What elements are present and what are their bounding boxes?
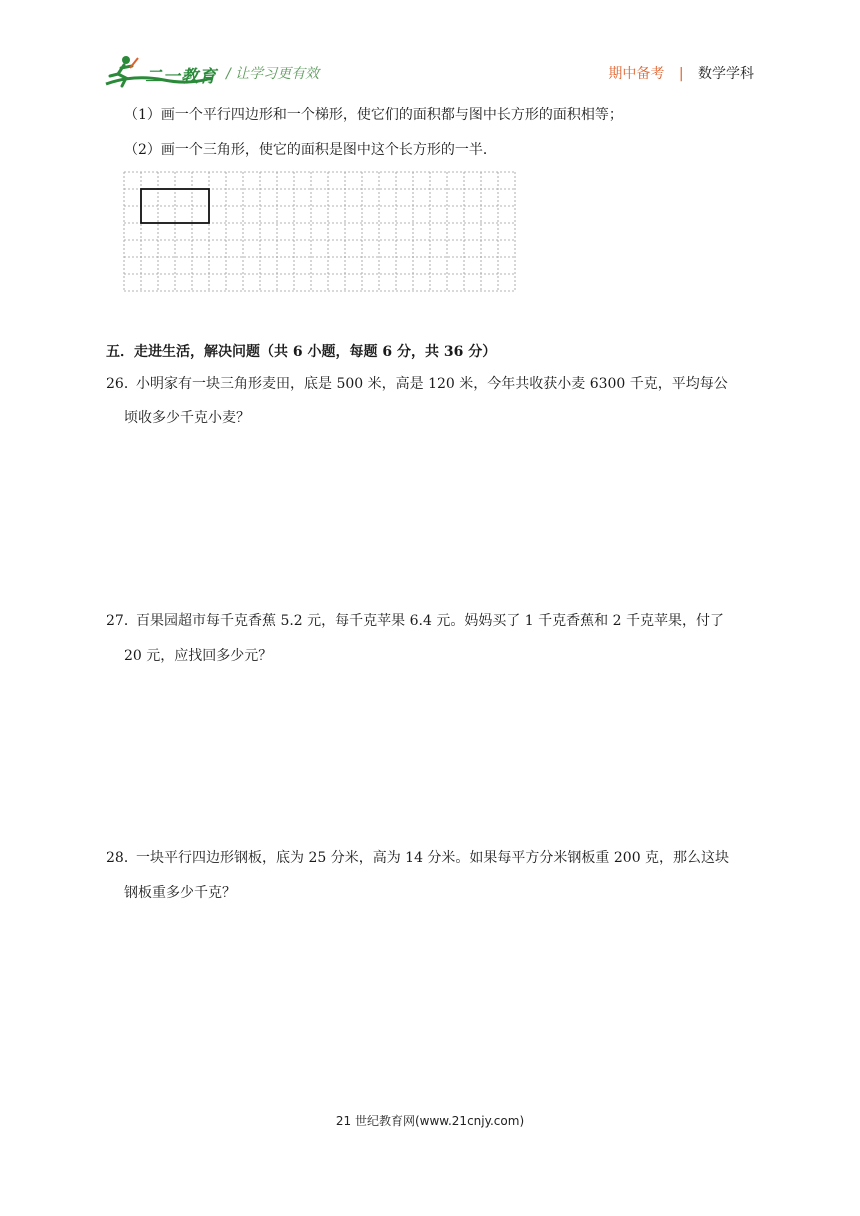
section-5-title: 五．走进生活，解决问题（共 6 小题，每题 6 分，共 36 分）: [106, 344, 497, 360]
exam-type: 期中备考: [608, 66, 665, 82]
subject: 数学学科: [698, 66, 754, 82]
question-text-cont: 钢板重多少千克？: [124, 885, 236, 901]
q25-part2: （2）画一个三角形，使它的面积是图中这个长方形的一半．: [124, 142, 497, 158]
drawing-grid[interactable]: [123, 171, 525, 297]
grid-canvas[interactable]: [123, 171, 525, 293]
page-footer: 21 世纪教育网(www.21cnjy.com): [335, 1114, 525, 1128]
question-text: 小明家有一块三角形麦田，底是 500 米，高是 120 米，今年共收获小麦 6300 千克，平均每公: [136, 376, 728, 392]
question-text: 百果园超市每千克香蕉 5.2 元，每千克苹果 6.4 元。妈妈买了 1 千克香蕉和 2 千克苹果，付了: [136, 613, 724, 629]
header-separator: |: [678, 66, 684, 82]
question-number: 27．: [106, 613, 138, 629]
q25-part1: （1）画一个平行四边形和一个梯形，使它们的面积都与图中长方形的面积相等；: [124, 107, 623, 123]
question-text: 一块平行四边形钢板，底为 25 分米，高为 14 分米。如果每平方分米钢板重 200 克，那么这块: [136, 850, 730, 866]
logo-text: 二一教育: [145, 67, 217, 87]
header-right: [608, 63, 754, 83]
question-number: 28．: [106, 850, 138, 866]
page-header: [0, 0, 860, 95]
slogan: / 让学习更有效: [226, 66, 320, 82]
question-text-cont: 20 元，应找回多少元？: [124, 648, 273, 664]
question-text-cont: 顷收多少千克小麦？: [124, 410, 250, 426]
question-number: 26．: [106, 376, 138, 392]
